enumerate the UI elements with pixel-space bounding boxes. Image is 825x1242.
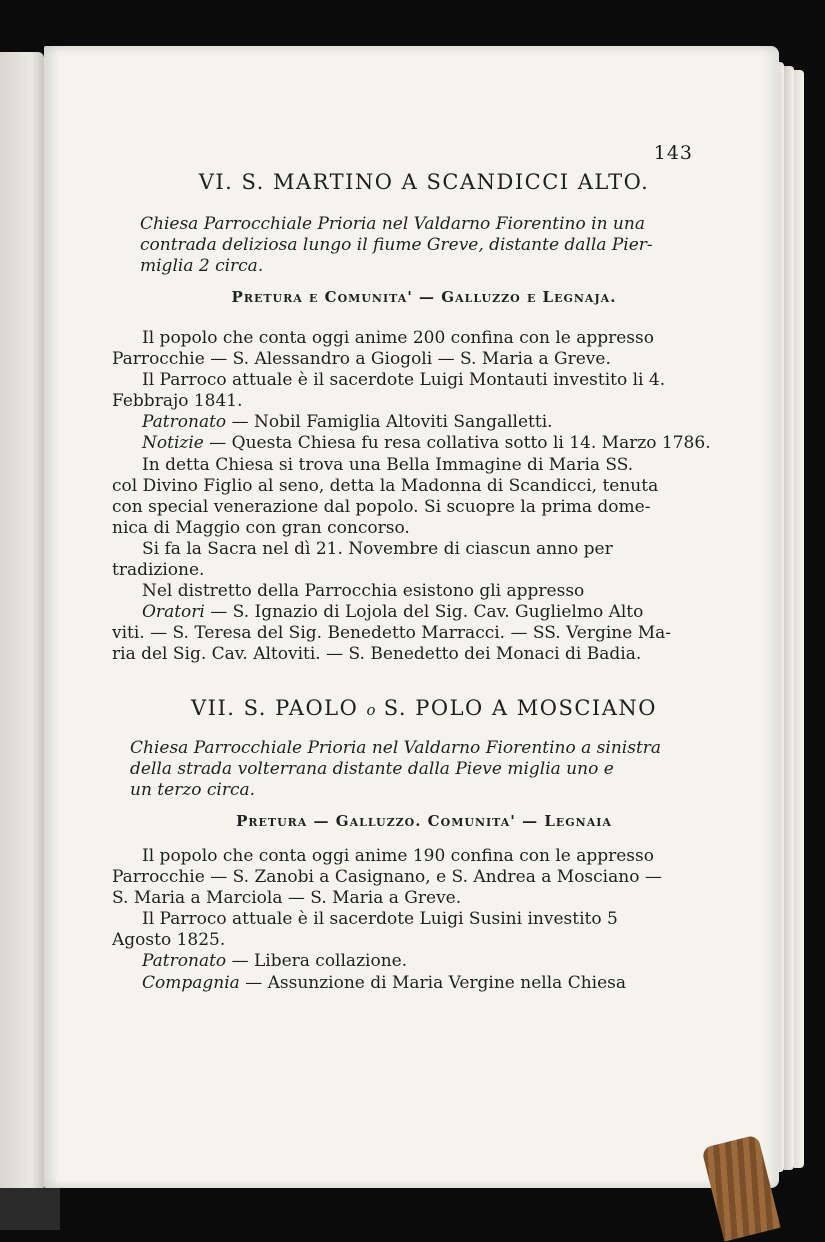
text-line: Oratori — S. Ignazio di Lojola del Sig. Cav. Guglielmo Alto	[142, 602, 644, 623]
text-line: In detta Chiesa si trova una Bella Immagine di Maria SS.	[142, 454, 634, 475]
section-description-vi	[140, 214, 720, 277]
section-body-vi	[112, 328, 732, 666]
label-oratori: Oratori	[142, 602, 205, 623]
text-line: Patronato — Libera collazione.	[142, 951, 408, 972]
description-line: un terzo circa.	[130, 780, 256, 800]
text-line: col Divino Figlio al seno, detta la Madonna di Scandicci, tenuta	[112, 475, 659, 496]
text-line: Parrocchie — S. Zanobi a Casignano, e S. Andrea a Mosciano —	[112, 867, 662, 888]
text-line: S. Maria a Marciola — S. Maria a Greve.	[112, 888, 462, 909]
text-line: Notizie — Questa Chiesa fu resa collativa sotto li 14. Marzo 1786.	[142, 433, 711, 454]
text-line: Compagnia — Assunzione di Maria Vergine nella Chiesa	[142, 972, 627, 993]
text-line: viti. — S. Teresa del Sig. Benedetto Marracci. — SS. Vergine Ma-	[112, 623, 671, 644]
text-line: Nel distretto della Parrocchia esistono gli appresso	[142, 581, 585, 602]
text-line: ria del Sig. Cav. Altoviti. — S. Benedetto dei Monaci di Badia.	[112, 644, 642, 665]
page-stack-edge	[794, 70, 804, 1168]
text-line: nica di Maggio con gran concorso.	[112, 517, 410, 538]
background-object	[0, 1188, 60, 1230]
text-line: Il popolo che conta oggi anime 200 confina con le appresso	[142, 328, 654, 348]
text-line: Il Parroco attuale è il sacerdote Luigi Susini investito 5	[142, 909, 618, 930]
page-number: 143	[653, 142, 693, 164]
section-subheading-vi: Pretura e Comunita' — Galluzzo e Legnaja.	[231, 288, 617, 306]
text-line: Il Parroco attuale è il sacerdote Luigi Montauti investito li 4.	[142, 370, 666, 391]
label-patronato: Patronato	[142, 951, 227, 972]
label-patronato: Patronato	[142, 412, 227, 433]
text-line: tradizione.	[112, 560, 205, 581]
text-line: Si fa la Sacra nel dì 21. Novembre di ciascun anno per	[142, 538, 613, 559]
description-line: della strada volterrana distante dalla Pieve miglia uno e	[130, 759, 614, 779]
book-page	[44, 46, 779, 1188]
section-heading-vii: VII. S. PAOLO o S. POLO A MOSCIANO	[191, 696, 657, 720]
text-line: Febbrajo 1841.	[112, 391, 243, 412]
page-stack-edge	[784, 66, 794, 1170]
section-body-vii	[112, 846, 732, 994]
text-line: Patronato — Nobil Famiglia Altoviti Sangalletti.	[142, 412, 553, 433]
description-line: miglia 2 circa.	[140, 256, 264, 276]
facing-page-edge	[0, 52, 44, 1192]
section-heading-vi: VI. S. MARTINO A SCANDICCI ALTO.	[198, 170, 650, 194]
description-line: contrada deliziosa lungo il fiume Greve, distante dalla Pier-	[140, 235, 653, 255]
label-compagnia: Compagnia	[142, 972, 240, 993]
section-description-vii	[130, 738, 710, 801]
text-line: con special venerazione dal popolo. Si scuopre la prima dome-	[112, 496, 651, 517]
text-line: Parrocchie — S. Alessandro a Giogoli — S. Maria a Greve.	[112, 349, 611, 370]
text-line: Agosto 1825.	[112, 930, 226, 951]
label-notizie: Notizie	[142, 433, 204, 454]
section-subheading-vii: Pretura — Galluzzo. Comunita' — Legnaia	[236, 812, 612, 830]
description-line: Chiesa Parrocchiale Prioria nel Valdarno Fiorentino in una	[140, 214, 645, 234]
text-line: Il popolo che conta oggi anime 190 confina con le appresso	[142, 846, 654, 866]
description-line: Chiesa Parrocchiale Prioria nel Valdarno Fiorentino a sinistra	[130, 738, 662, 758]
